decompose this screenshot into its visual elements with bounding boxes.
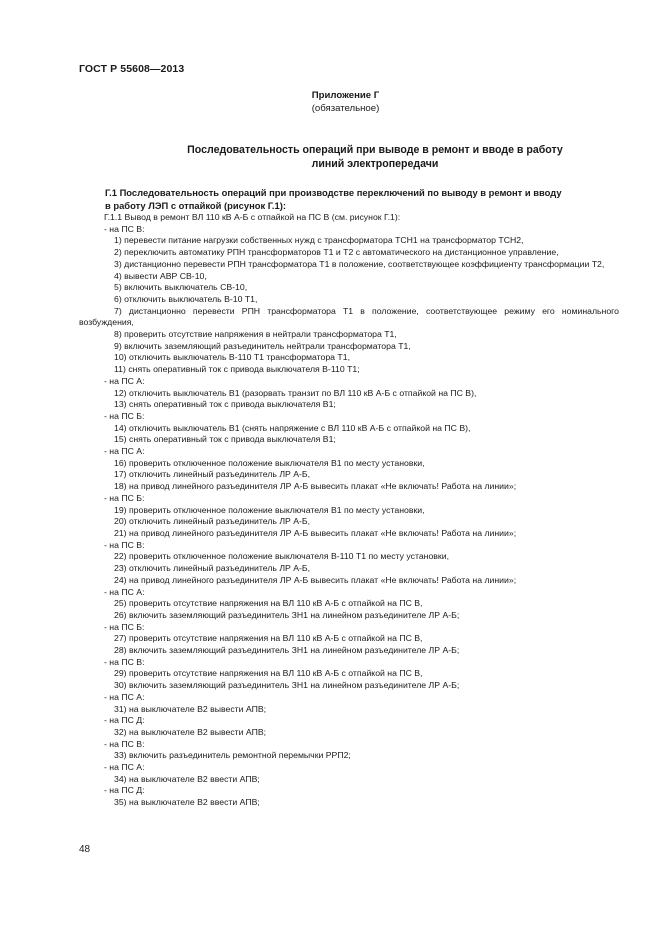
location-label: - на ПС А: [104,762,145,773]
list-item: 20) отключить линейный разъединитель ЛР А-Б, [114,516,311,527]
list-item: 30) включить заземляющий разъединитель ЗН1 на линейном разъединителе ЛР А-Б; [114,680,460,691]
location-label: - на ПС Б: [104,492,145,503]
document-title [80,143,661,171]
list-item: 10) отключить выключатель В-110 Т1 трансформатора Т1, [114,352,350,363]
appendix-heading [0,89,661,115]
list-item: 5) включить выключатель СВ-10, [114,282,248,293]
list-item: 32) на выключателе В2 вывести АПВ; [114,726,267,737]
list-item: 14) отключить выключатель В1 (снять напряжение с ВЛ 110 кВ А-Б с отпайкой на ПС В), [114,422,471,433]
list-item: 19) проверить отключенное положение выключателя В1 по месту установки, [114,504,425,515]
list-item: 11) снять оперативный ток с привода выключателя В-110 Т1; [114,364,360,375]
location-label: - на ПС Б: [104,621,145,632]
location-label: - на ПС А: [104,375,145,386]
list-item: 12) отключить выключатель В1 (разорвать транзит по ВЛ 110 кВ А-Б с отпайкой на ПС В), [114,387,477,398]
list-item: 18) на привод линейного разъединителя ЛР А-Б вывесить плакат «Не включать! Работа на линии»; [114,481,517,492]
location-label: - на ПС Д: [104,785,145,796]
list-item: 3) дистанционно перевести РПН трансформатора Т1 в положение, соответствующее коэффициенту трансформации Т2, [114,258,605,269]
location-label: - на ПС А: [104,586,145,597]
document-title-line-2: линий электропередачи [311,158,439,170]
list-item: 4) вывести АВР СВ-10, [114,270,207,281]
list-item: 7) дистанционно перевести РПН трансформатора Т1 в положение, соответствующее режиму его номинального возбуждения, [79,305,619,328]
list-item: 13) снять оперативный ток с привода выключателя В1; [114,399,336,410]
subsection-heading: Г.1.1 Вывод в ремонт ВЛ 110 кВ А-Б с отпайкой на ПС В (см. рисунок Г.1): [104,212,401,222]
location-label: - на ПС А: [104,691,145,702]
procedure-list [79,212,619,809]
list-item: 2) переключить автоматику РПН трансформаторов Т1 и Т2 с автоматического на дистанционное управление, [114,247,559,258]
list-item: 22) проверить отключенное положение выключателя В-110 Т1 по месту установки, [114,551,449,562]
page-number: 48 [79,844,91,855]
appendix-title: Приложение Г [311,90,380,101]
list-item: 16) проверить отключенное положение выключателя В1 по месту установки, [114,457,425,468]
document-title-line-1: Последовательность операций при выводе в ремонт и вводе в работу [187,144,563,156]
list-item: 6) отключить выключатель В-10 Т1, [114,293,258,304]
list-item: 9) включить заземляющий разъединитель нейтрали трансформатора Т1, [114,340,411,351]
list-item: 33) включить разъединитель ремонтной перемычки РРП2; [114,750,351,761]
list-item: 1) перевести питание нагрузки собственных нужд с трансформатора ТСН1 на трансформатор ТСН2, [114,235,524,246]
standard-code: ГОСТ Р 55608—2013 [79,63,185,75]
list-item: 34) на выключателе В2 ввести АПВ; [114,773,260,784]
location-label: - на ПС Б: [104,410,145,421]
location-label: - на ПС В: [104,223,145,234]
location-label: - на ПС В: [104,539,145,550]
section-heading-line-1: Г.1 Последовательность операций при производстве переключений по выводу в ремонт и вводу [105,187,562,198]
list-item: 25) проверить отсутствие напряжения на ВЛ 110 кВ А-Б с отпайкой на ПС В, [114,598,423,609]
list-item: 26) включить заземляющий разъединитель ЗН1 на линейном разъединителе ЛР А-Б; [114,609,460,620]
section-heading-line-2: в работу ЛЭП с отпайкой (рисунок Г.1): [105,200,286,211]
list-item: 8) проверить отсутствие напряжения в нейтрали трансформатора Т1, [114,329,397,340]
list-item: 31) на выключателе В2 вывести АПВ; [114,703,267,714]
location-label: - на ПС В: [104,656,145,667]
list-item: 15) снять оперативный ток с привода выключателя В1; [114,434,336,445]
list-item: 23) отключить линейный разъединитель ЛР А-Б, [114,563,311,574]
location-label: - на ПС А: [104,446,145,457]
list-item: 24) на привод линейного разъединителя ЛР А-Б вывесить плакат «Не включать! Работа на линии»; [114,574,517,585]
list-item: 28) включить заземляющий разъединитель ЗН1 на линейном разъединителе ЛР А-Б; [114,645,460,656]
list-item: 21) на привод линейного разъединителя ЛР А-Б вывесить плакат «Не включать! Работа на линии»; [114,527,517,538]
location-label: - на ПС В: [104,738,145,749]
list-item: 27) проверить отсутствие напряжения на ВЛ 110 кВ А-Б с отпайкой на ПС В, [114,633,423,644]
list-item: 29) проверить отсутствие напряжения на ВЛ 110 кВ А-Б с отпайкой на ПС В, [114,668,423,679]
list-item: 17) отключить линейный разъединитель ЛР А-Б, [114,469,311,480]
location-label: - на ПС Д: [104,715,145,726]
list-item: 35) на выключателе В2 ввести АПВ; [114,797,260,808]
appendix-status: (обязательное) [311,103,380,114]
section-heading [79,186,624,212]
